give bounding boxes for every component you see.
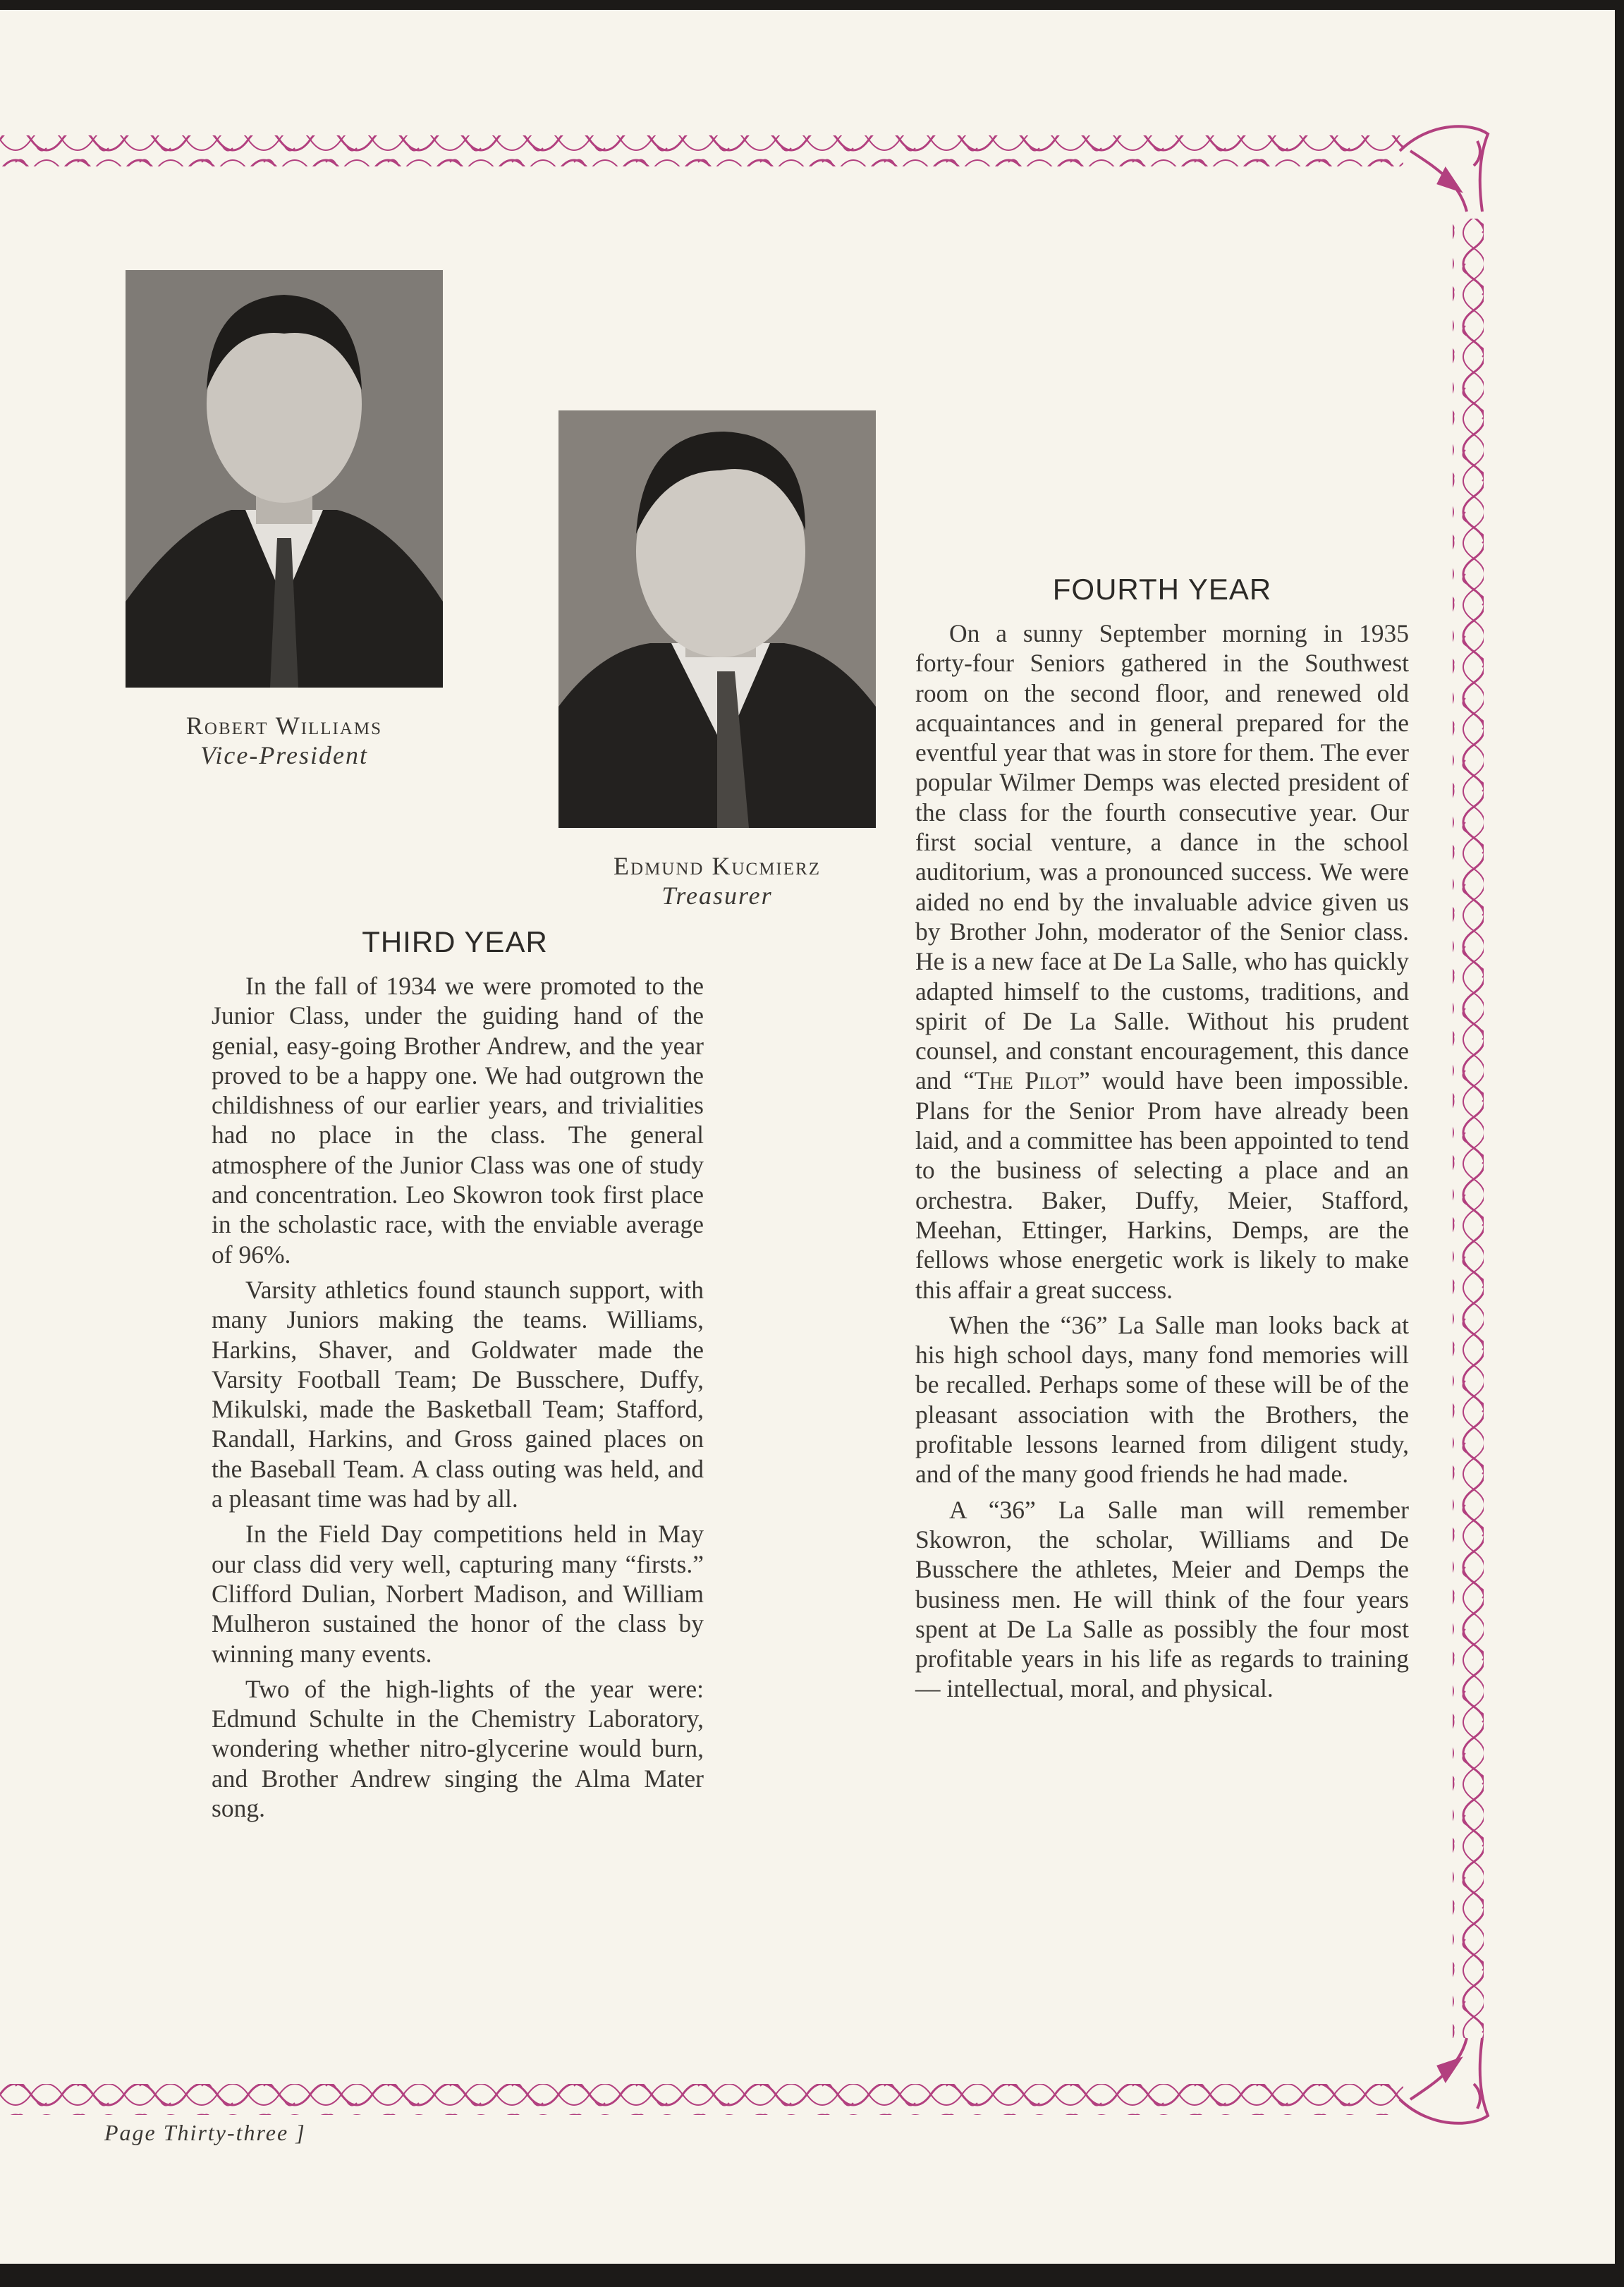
fourth-year-paragraph: When the “36” La Salle man looks back at his high school days, many fond memories will be recalled. Perhaps some of these will be of the pleasant association with the Brothers, the profitable lessons learned from diligent study, and of the many good friends he had made. — [915, 1310, 1409, 1489]
third-year-paragraph: Varsity athletics found staunch support, with many Juniors making the teams. Williams, Harkins, Shaver, and Goldwater made the Varsity Football Team; De Busschere, Duffy, Mikulski, made the Basketball Team; Stafford, Randall, Harkins, and Gross gained places on the Baseball Team. A class outing was held, and a pleasant time was had by all. — [212, 1275, 704, 1513]
caption-robert-williams — [126, 711, 443, 770]
page-number: Page Thirty-three ] — [104, 2120, 306, 2145]
fourth-year-paragraph: A “36” La Salle man will remember Skowron, the scholar, Williams and De Busschere the athletes, Meier and Demps the business men. He will think of the four years spent at De La Salle as possibly the four most profitable years in his life as regards to training — intellectual, moral, and physical. — [915, 1495, 1409, 1703]
corner-flourish-top — [1400, 126, 1488, 212]
person-role: Treasurer — [661, 882, 773, 910]
fourth-year-column — [915, 618, 1409, 1709]
top-vine-border — [0, 135, 1403, 166]
third-year-heading: THIRD YEAR — [362, 925, 548, 958]
fourth-year-paragraph: On a sunny September morning in 1935 forty-four Seniors gathered in the Southwest room on the second floor, and renewed old acquaintances and in general prepared for the eventful year that was in store for them. The ever popular Wilmer Demps was elected president of the class for the fourth consecutive year. Our first social venture, a dance in the school auditorium, was a pronounced success. We were aided no end by the invaluable advice given us by Brother John, moderator of the Senior class. He is a new face at De La Salle, who has quickly adapted himself to the customs, traditions, and spirit of De La Salle. Without his prudent counsel, and constant encouragement, this dance and “The Pilot” would have been impossible. Plans for the Senior Prom have already been laid, and a committee has been appointed to tend to the business of selecting a place and an orchestra. Baker, Duffy, Meier, Stafford, Meehan, Ettinger, Harkins, Demps, are the fellows whose energetic work is likely to make this affair a great success. — [915, 619, 1409, 1304]
person-role: Vice-President — [200, 741, 368, 769]
person-name: Robert Williams — [185, 712, 383, 740]
fourth-year-heading: FOURTH YEAR — [1052, 573, 1272, 606]
third-year-paragraph: In the Field Day competitions held in May our class did very well, capturing many “firsts.” Clifford Dulian, Norbert Madison, and William Mulheron sustained the honor of the class by winning many events. — [212, 1520, 704, 1668]
bottom-vine-border — [0, 2084, 1403, 2115]
corner-flourish-bottom — [1400, 2038, 1488, 2123]
third-year-column — [212, 971, 704, 1829]
caption-edmund-kucmierz — [558, 851, 876, 910]
third-year-paragraph: Two of the high-lights of the year were: Edmund Schulte in the Chemistry Laboratory, wondering whether nitro-glycerine would burn, and Brother Andrew singing the Alma Mater song. — [212, 1674, 704, 1823]
portrait-photo-robert-williams — [126, 270, 443, 688]
third-year-paragraph: In the fall of 1934 we were promoted to the Junior Class, under the guiding hand of the genial, easy-going Brother Andrew, and the year proved to be a happy one. We had outgrown the childishness of our earlier years, and trivialities had no place in the class. The general atmosphere of the Junior Class was one of study and concentration. Leo Skowron took first place in the scholastic race, with the enviable average of 96%. — [212, 972, 704, 1269]
the-pilot-title: “The Pilot” — [963, 1066, 1090, 1095]
right-vine-border — [1453, 219, 1484, 2038]
person-name: Edmund Kucmierz — [613, 852, 821, 880]
portrait-photo-edmund-kucmierz — [558, 410, 876, 828]
